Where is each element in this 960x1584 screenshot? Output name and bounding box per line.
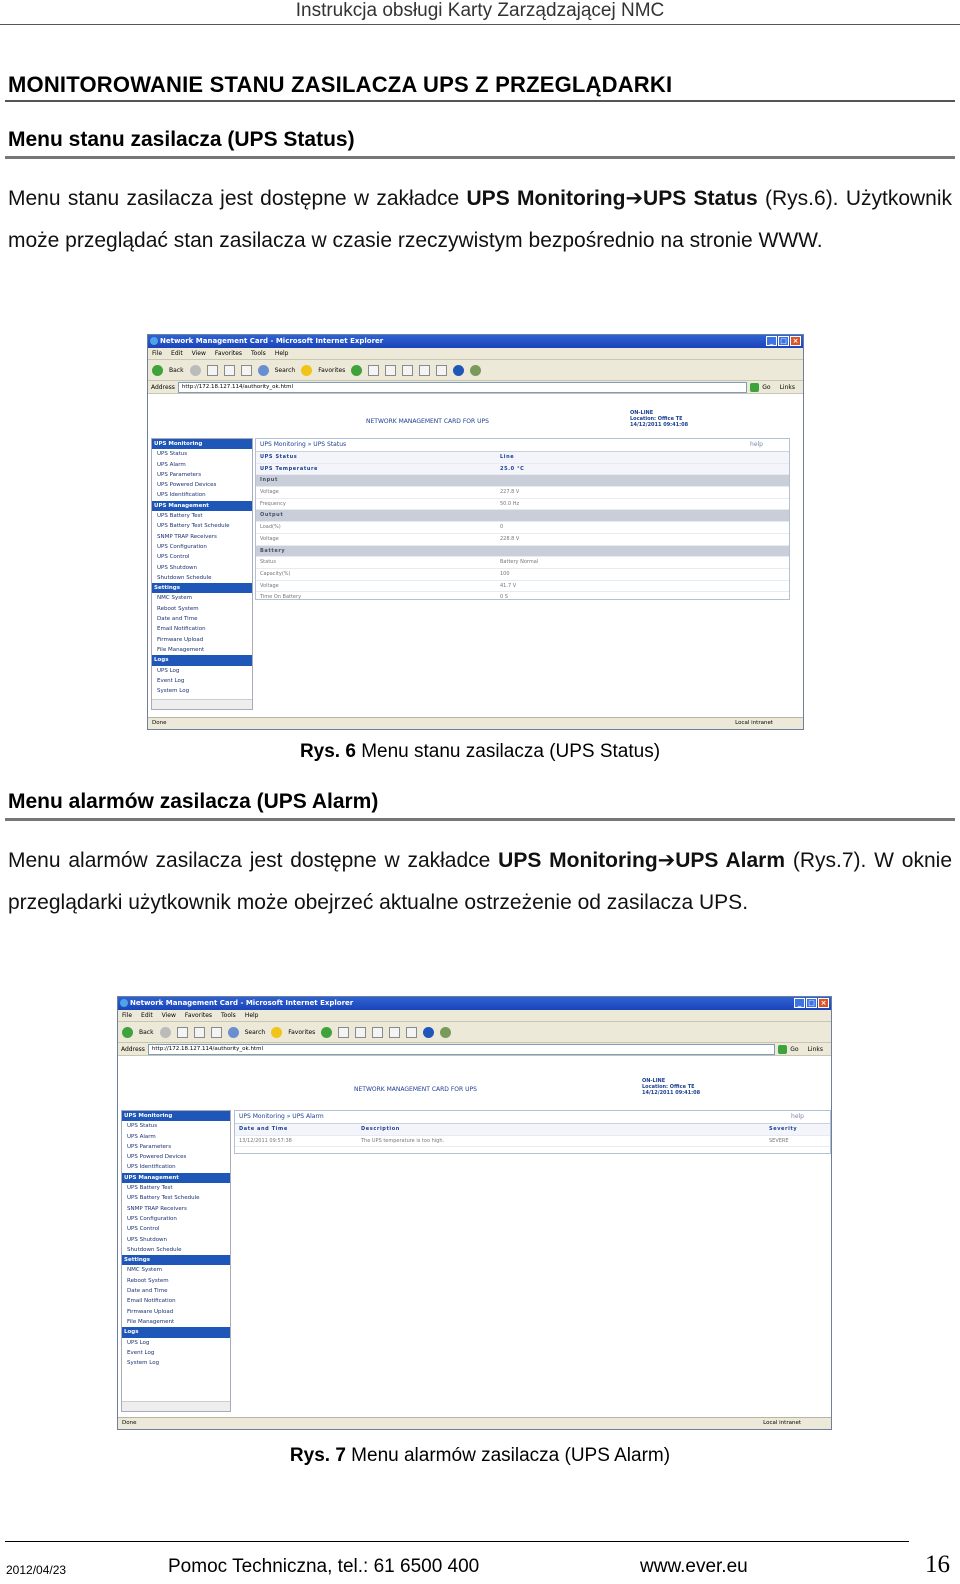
- status-panel-title: UPS Monitoring » UPS Status help: [256, 439, 789, 452]
- messenger-icon[interactable]: [440, 1027, 451, 1038]
- menu-bar: [148, 348, 803, 360]
- maximize-icon[interactable]: □: [806, 998, 817, 1008]
- menu-tools[interactable]: Tools: [251, 350, 266, 357]
- sidebar-scrollbar[interactable]: [152, 699, 252, 709]
- screenshot-ups-alarm: [117, 996, 832, 1430]
- print-icon[interactable]: [355, 1027, 366, 1038]
- zone-label: Local intranet: [763, 1420, 801, 1426]
- status-value: [496, 475, 500, 486]
- figure-7-caption: Rys. 7 Menu alarmów zasilacza (UPS Alarm): [289, 1445, 671, 1466]
- status-label: Output: [260, 512, 284, 519]
- status-label: UPS Status: [260, 454, 298, 460]
- alarm-paragraph: Menu alarmów zasilacza jest dostępne w zakładce UPS Monitoring➔UPS Alarm (Rys.7). W oknie przeglądarki użytkownik może obejrzeć aktualne ostrzeżenie od zasilacza UPS.: [8, 849, 953, 914]
- status-heading: Menu stanu zasilacza (UPS Status): [8, 128, 355, 151]
- sidebar-item-ups-alarm[interactable]: UPS Alarm: [157, 461, 186, 468]
- sidebar-section-ups-monitoring[interactable]: UPS Monitoring: [122, 1111, 230, 1121]
- menu-view[interactable]: View: [191, 350, 206, 357]
- status-value: 227.8 V: [500, 489, 520, 496]
- status-section-row: [256, 510, 789, 522]
- menu-view[interactable]: View: [161, 1012, 176, 1019]
- section-title: MONITOROWANIE STANU ZASILACZA UPS Z PRZEGLĄDARKI: [8, 72, 673, 97]
- status-row: [256, 522, 789, 534]
- sidebar-section-settings[interactable]: Settings: [122, 1255, 230, 1265]
- status-label: Capacity(%): [260, 570, 291, 577]
- menu-file[interactable]: File: [122, 1012, 133, 1019]
- favorites-label[interactable]: Favorites: [288, 1028, 316, 1036]
- back-label[interactable]: Back: [139, 1028, 154, 1036]
- sidebar-item-ups-log[interactable]: UPS Log: [157, 667, 180, 674]
- sidebar-item-ups-shutdown[interactable]: UPS Shutdown: [127, 1236, 168, 1243]
- status-label: Voltage: [260, 535, 279, 542]
- status-row: [256, 452, 789, 464]
- sidebar-section-ups-management[interactable]: UPS Management: [152, 501, 252, 511]
- status-row: [256, 557, 789, 569]
- sidebar-item-ups-configuration[interactable]: UPS Configuration: [127, 1215, 177, 1222]
- sidebar-item-event-log[interactable]: Event Log: [157, 677, 185, 684]
- ie-icon: [120, 999, 128, 1007]
- favorites-icon[interactable]: [271, 1027, 282, 1038]
- history-icon[interactable]: [321, 1027, 332, 1038]
- alarm-row: 13/12/2011 09:57:38 The UPS temperature is too high. SEVERE: [235, 1136, 830, 1148]
- sidebar-item-ups-battery-test-schedule[interactable]: UPS Battery Test Schedule: [157, 523, 230, 530]
- status-row: [256, 499, 789, 511]
- sidebar-item-firmware-upload[interactable]: Firmware Upload: [157, 636, 204, 643]
- sidebar-item-ups-powered-devices[interactable]: UPS Powered Devices: [157, 482, 217, 489]
- address-label: Address: [121, 1045, 145, 1053]
- sidebar-section-logs[interactable]: Logs: [122, 1327, 230, 1337]
- links-label[interactable]: Links: [779, 383, 795, 391]
- menu-edit[interactable]: Edit: [141, 1012, 153, 1019]
- address-label: Address: [151, 383, 175, 391]
- forward-icon[interactable]: [160, 1027, 171, 1038]
- edit-icon[interactable]: [402, 365, 413, 376]
- refresh-icon[interactable]: [224, 365, 235, 376]
- sidebar-item-ups-status[interactable]: UPS Status: [157, 451, 188, 458]
- page-content: [148, 394, 803, 719]
- sidebar-item-ups-shutdown[interactable]: UPS Shutdown: [157, 564, 198, 571]
- status-label: Status: [260, 559, 276, 566]
- bluetooth-icon[interactable]: [453, 365, 464, 376]
- home-icon[interactable]: [241, 365, 252, 376]
- status-row: [256, 569, 789, 581]
- links-label[interactable]: Links: [807, 1045, 823, 1053]
- footer-date: 2012/04/23: [6, 1563, 67, 1577]
- status-label: Voltage: [260, 582, 279, 589]
- ie-icon: [150, 337, 158, 345]
- sidebar-item-firmware-upload[interactable]: Firmware Upload: [127, 1308, 174, 1315]
- window-titlebar: [148, 335, 803, 348]
- sidebar-item-ups-parameters[interactable]: UPS Parameters: [127, 1143, 172, 1150]
- status-row: [256, 534, 789, 546]
- status-value: 25.0 °C: [500, 465, 525, 472]
- toolbar: [148, 360, 803, 381]
- sidebar-item-ups-control[interactable]: UPS Control: [127, 1226, 160, 1233]
- nav-sidebar: [151, 438, 253, 710]
- alarm-heading-rule: [5, 818, 955, 821]
- back-icon[interactable]: [122, 1027, 133, 1038]
- help-link[interactable]: help: [750, 441, 763, 448]
- status-value: 0: [500, 524, 504, 531]
- sidebar-section-settings[interactable]: Settings: [152, 583, 252, 593]
- section-title-rule: [5, 100, 955, 102]
- maximize-icon[interactable]: □: [778, 336, 789, 346]
- sidebar-item-ups-log[interactable]: UPS Log: [127, 1339, 150, 1346]
- status-section-row: [256, 546, 789, 558]
- status-row: [256, 487, 789, 499]
- close-icon[interactable]: ×: [818, 998, 829, 1008]
- footer-rule: [5, 1541, 909, 1542]
- favorites-label[interactable]: Favorites: [318, 366, 346, 374]
- sidebar-item-system-log[interactable]: System Log: [157, 688, 190, 695]
- research-icon[interactable]: [406, 1027, 417, 1038]
- research-icon[interactable]: [436, 365, 447, 376]
- status-label: Voltage: [260, 489, 279, 496]
- menu-help[interactable]: Help: [274, 350, 289, 357]
- browser-status-bar: Done Local intranet: [148, 717, 803, 729]
- status-label: Frequency: [260, 500, 286, 507]
- status-label: Battery: [260, 547, 286, 554]
- status-row: [256, 581, 789, 593]
- sidebar-item-ups-control[interactable]: UPS Control: [157, 554, 190, 561]
- window-title: Network Management Card - Microsoft Internet Explorer: [160, 337, 384, 345]
- search-label[interactable]: Search: [274, 366, 296, 374]
- sidebar-section-ups-management[interactable]: UPS Management: [122, 1173, 230, 1183]
- page-number: 16: [925, 1551, 950, 1578]
- folder-icon[interactable]: [419, 365, 430, 376]
- sidebar-item-ups-battery-test-schedule[interactable]: UPS Battery Test Schedule: [127, 1195, 200, 1202]
- sidebar-item-ups-alarm[interactable]: UPS Alarm: [127, 1133, 156, 1140]
- sidebar-item-nmc-system[interactable]: NMC System: [127, 1267, 162, 1274]
- go-icon[interactable]: [778, 1045, 787, 1054]
- sidebar-item-shutdown-schedule[interactable]: Shutdown Schedule: [127, 1246, 182, 1253]
- sidebar-item-event-log[interactable]: Event Log: [127, 1349, 155, 1356]
- sidebar-item-ups-identification[interactable]: UPS Identification: [157, 492, 206, 499]
- alarm-table-header: Date and Time Description Severity: [235, 1124, 830, 1136]
- home-icon[interactable]: [211, 1027, 222, 1038]
- status-row: [256, 464, 789, 476]
- browser-status-bar: Done Local intranet: [118, 1417, 831, 1429]
- address-input[interactable]: http://172.18.127.114/authority_ok.html: [148, 1044, 775, 1055]
- window-title: Network Management Card - Microsoft Internet Explorer: [130, 999, 354, 1007]
- status-value: [496, 546, 500, 557]
- menu-edit[interactable]: Edit: [171, 350, 183, 357]
- status-label: Time On Battery: [260, 594, 302, 600]
- sidebar-item-reboot-system[interactable]: Reboot System: [157, 605, 199, 612]
- status-value: [496, 510, 500, 521]
- figure-6-caption: Rys. 6 Menu stanu zasilacza (UPS Status): [299, 741, 661, 762]
- status-value: 41.7 V: [500, 582, 517, 589]
- sidebar-item-system-log[interactable]: System Log: [127, 1360, 160, 1367]
- sidebar-item-ups-identification[interactable]: UPS Identification: [127, 1164, 176, 1171]
- sidebar-item-email-notification[interactable]: Email Notification: [127, 1298, 176, 1305]
- window-titlebar: [118, 997, 831, 1010]
- search-label[interactable]: Search: [244, 1028, 266, 1036]
- nav-sidebar: [121, 1110, 231, 1412]
- status-label: Input: [260, 477, 278, 484]
- forward-icon[interactable]: [190, 365, 201, 376]
- help-link[interactable]: help: [791, 1113, 804, 1120]
- address-bar: [148, 381, 803, 394]
- sidebar-item-ups-parameters[interactable]: UPS Parameters: [157, 471, 202, 478]
- sidebar-section-logs[interactable]: Logs: [152, 655, 252, 665]
- stop-icon[interactable]: [177, 1027, 188, 1038]
- sidebar-section-ups-monitoring[interactable]: UPS Monitoring: [152, 439, 252, 449]
- sidebar-item-file-management[interactable]: File Management: [127, 1318, 175, 1325]
- status-value: 228.8 V: [500, 535, 520, 542]
- mail-icon[interactable]: [368, 365, 379, 376]
- alarm-panel-title: UPS Monitoring » UPS Alarm help: [235, 1111, 830, 1124]
- menu-favorites[interactable]: Favorites: [184, 1012, 213, 1019]
- sidebar-item-date-and-time[interactable]: Date and Time: [127, 1288, 168, 1295]
- footer-website[interactable]: www.ever.eu: [640, 1556, 748, 1577]
- minimize-icon[interactable]: _: [794, 998, 805, 1008]
- status-value: 50.0 Hz: [500, 500, 520, 507]
- go-icon[interactable]: [750, 383, 759, 392]
- sidebar-item-snmp-trap-receivers[interactable]: SNMP TRAP Receivers: [127, 1205, 187, 1212]
- ups-status-block: ON-LINE Location: Office TE 14/12/2011 09:41:08: [642, 1078, 701, 1096]
- history-icon[interactable]: [351, 365, 362, 376]
- sidebar-item-ups-battery-test[interactable]: UPS Battery Test: [157, 513, 203, 520]
- screenshot-ups-status: [147, 334, 804, 730]
- messenger-icon[interactable]: [470, 365, 481, 376]
- sidebar-item-nmc-system[interactable]: NMC System: [157, 595, 192, 602]
- status-value: Battery Normal: [500, 559, 539, 566]
- go-label[interactable]: Go: [762, 383, 771, 391]
- menu-favorites[interactable]: Favorites: [214, 350, 243, 357]
- bluetooth-icon[interactable]: [423, 1027, 434, 1038]
- sidebar-item-ups-configuration[interactable]: UPS Configuration: [157, 543, 207, 550]
- sidebar-item-email-notification[interactable]: Email Notification: [157, 626, 206, 633]
- page-header: Instrukcja obsługi Karty Zarządzającej NMC: [0, 0, 960, 25]
- status-paragraph: Menu stanu zasilacza jest dostępne w zakładce UPS Monitoring➔UPS Status (Rys.6). Użytkownik może przeglądać stan zasilacza w czasie rzeczywistym bezpośrednio na stronie WWW.: [8, 187, 953, 252]
- sidebar-item-date-and-time[interactable]: Date and Time: [157, 616, 198, 623]
- status-value: 100: [500, 570, 510, 577]
- favorites-icon[interactable]: [301, 365, 312, 376]
- menu-help[interactable]: Help: [244, 1012, 259, 1019]
- address-bar: [118, 1043, 831, 1056]
- toolbar: [118, 1022, 831, 1043]
- status-value: Line: [500, 454, 515, 460]
- refresh-icon[interactable]: [194, 1027, 205, 1038]
- address-input[interactable]: http://172.18.127.114/authority_ok.html: [178, 382, 747, 393]
- alarm-heading: Menu alarmów zasilacza (UPS Alarm): [8, 790, 379, 813]
- menu-tools[interactable]: Tools: [221, 1012, 236, 1019]
- minimize-icon[interactable]: _: [766, 336, 777, 346]
- edit-icon[interactable]: [372, 1027, 383, 1038]
- back-icon[interactable]: [152, 365, 163, 376]
- nmc-heading: NETWORK MANAGEMENT CARD FOR UPS: [366, 418, 489, 425]
- print-icon[interactable]: [385, 365, 396, 376]
- status-section-row: [256, 475, 789, 487]
- sidebar-item-file-management[interactable]: File Management: [157, 646, 205, 653]
- folder-icon[interactable]: [389, 1027, 400, 1038]
- sidebar-item-ups-battery-test[interactable]: UPS Battery Test: [127, 1185, 173, 1192]
- status-table: [256, 452, 789, 600]
- mail-icon[interactable]: [338, 1027, 349, 1038]
- close-icon[interactable]: ×: [790, 336, 801, 346]
- status-heading-rule: [5, 156, 955, 159]
- sidebar-item-reboot-system[interactable]: Reboot System: [127, 1277, 169, 1284]
- alarm-panel: [234, 1110, 831, 1154]
- status-label: UPS Temperature: [260, 465, 319, 472]
- search-icon[interactable]: [228, 1027, 239, 1038]
- back-label[interactable]: Back: [169, 366, 184, 374]
- sidebar-item-ups-status[interactable]: UPS Status: [127, 1123, 158, 1130]
- sidebar-item-shutdown-schedule[interactable]: Shutdown Schedule: [157, 574, 212, 581]
- menu-file[interactable]: File: [152, 350, 163, 357]
- sidebar-item-snmp-trap-receivers[interactable]: SNMP TRAP Receivers: [157, 533, 217, 540]
- sidebar-scrollbar[interactable]: [122, 1401, 230, 1411]
- stop-icon[interactable]: [207, 365, 218, 376]
- status-panel: [255, 438, 790, 600]
- status-label: Load(%): [260, 524, 281, 531]
- page-content: [118, 1056, 831, 1419]
- footer-support: Pomoc Techniczna, tel.: 61 6500 400: [168, 1556, 480, 1577]
- sidebar-item-ups-powered-devices[interactable]: UPS Powered Devices: [127, 1154, 187, 1161]
- nmc-heading: NETWORK MANAGEMENT CARD FOR UPS: [354, 1086, 477, 1093]
- menu-bar: [118, 1010, 831, 1022]
- go-label[interactable]: Go: [790, 1045, 799, 1053]
- zone-label: Local intranet: [735, 720, 773, 726]
- status-row: [256, 592, 789, 600]
- status-value: 0 S: [500, 594, 508, 600]
- ups-status-block: ON-LINE Location: Office TE 14/12/2011 09:41:08: [630, 410, 689, 428]
- search-icon[interactable]: [258, 365, 269, 376]
